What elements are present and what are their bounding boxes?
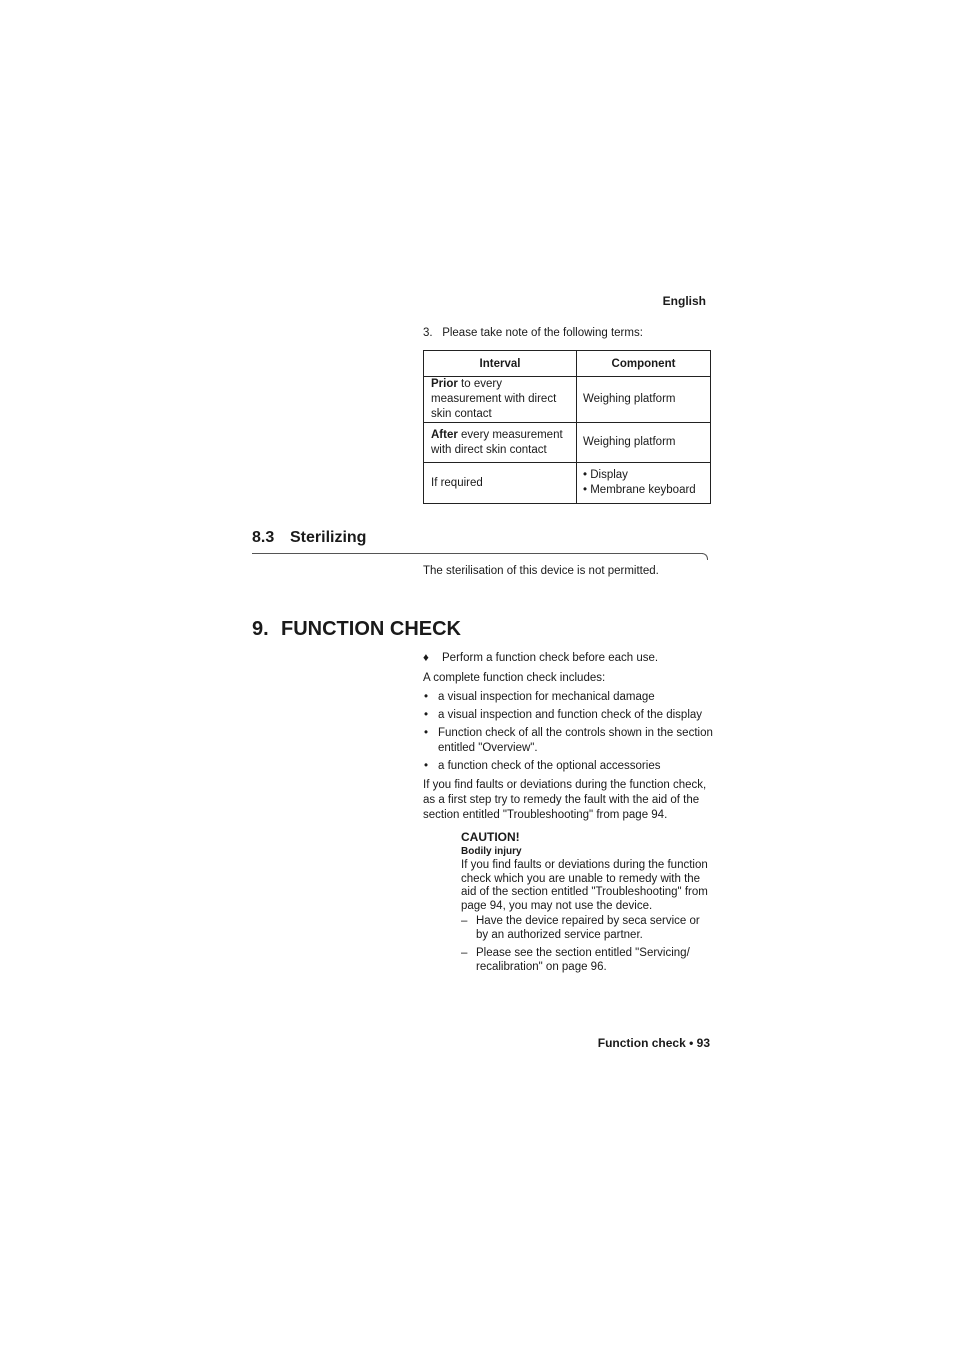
action-instruction <box>423 651 713 666</box>
interval-cell <box>424 423 577 463</box>
list-item-text: a visual inspection for mechanical damage <box>438 691 655 703</box>
section-heading-sterilizing <box>252 529 366 547</box>
interval-keyword: After <box>431 428 458 441</box>
bullet-icon: • <box>424 709 429 721</box>
chapter-number: 9. <box>252 618 269 640</box>
step-3-instruction <box>423 327 643 339</box>
interval-text: If required <box>431 476 483 489</box>
step-number: 3. <box>423 327 433 339</box>
list-item <box>423 708 715 723</box>
caution-text: If you find faults or deviations during the function check which you are unable to remedy with the aid of the section entitled "Troubleshooting" from page 94, you may not use the device. <box>461 859 708 912</box>
table-row <box>424 463 711 504</box>
interval-text: every measurement with direct skin contact <box>431 428 563 456</box>
section-title: Sterilizing <box>290 529 367 546</box>
component-item: • Membrane keyboard <box>583 484 696 496</box>
list-item-text: a visual inspection and function check of the display <box>438 709 703 721</box>
dash-icon: – <box>461 915 468 927</box>
list-item-text: a function check of the optional accessories <box>438 760 661 772</box>
interval-text: to every measurement with direct skin contact <box>431 378 557 420</box>
interval-cell <box>424 377 577 423</box>
list-item-text: Please see the section entitled "Servicing/ recalibration" on page 96. <box>476 947 690 973</box>
interval-cell <box>424 463 577 504</box>
list-item-text: Have the device repaired by seca service or by an authorized service partner. <box>476 915 700 941</box>
list-item <box>461 915 711 942</box>
section-rule <box>252 553 703 554</box>
chapter-title: FUNCTION CHECK <box>281 618 461 640</box>
component-cell <box>577 463 711 504</box>
bullet-icon: • <box>424 727 429 739</box>
header-component: Component <box>577 351 711 377</box>
list-item <box>461 947 711 974</box>
bullet-icon: • <box>424 691 429 703</box>
cleaning-terms-table <box>423 350 711 504</box>
language-label: English <box>662 294 706 308</box>
component-cell: Weighing platform <box>577 377 711 423</box>
action-text: Perform a function check before each use. <box>442 652 659 664</box>
function-check-intro: A complete function check includes: <box>423 672 606 684</box>
section-number: 8.3 <box>252 529 275 546</box>
diamond-icon: ♦ <box>423 652 429 664</box>
caution-steps <box>461 915 711 974</box>
caution-title: CAUTION! <box>461 830 520 844</box>
list-item <box>423 726 715 756</box>
caution-notice <box>461 831 711 979</box>
component-item: • Display <box>583 469 628 481</box>
dash-icon: – <box>461 947 468 959</box>
faults-paragraph: If you find faults or deviations during the function check, as a first step try to remedy the fault with the aid of the section entitled "Troubleshooting" from page 94. <box>423 779 707 821</box>
component-cell: Weighing platform <box>577 423 711 463</box>
list-item <box>423 759 715 774</box>
bullet-icon: • <box>424 760 429 772</box>
chapter-heading-function-check <box>252 618 461 641</box>
table-row <box>424 377 711 423</box>
sterilization-text: The sterilisation of this device is not permitted. <box>423 565 659 577</box>
header-interval: Interval <box>424 351 577 377</box>
caution-subtitle: Bodily injury <box>461 845 522 857</box>
list-item <box>423 690 715 705</box>
page-footer: Function check • 93 <box>597 1036 710 1050</box>
section-rule-corner <box>701 553 708 560</box>
table-row <box>424 423 711 463</box>
interval-keyword: Prior <box>431 378 458 390</box>
list-item-text: Function check of all the controls shown in the section entitled "Overview". <box>438 727 713 754</box>
table-header-row <box>424 351 711 377</box>
function-check-list <box>423 690 715 777</box>
step-text: Please take note of the following terms: <box>442 327 643 339</box>
